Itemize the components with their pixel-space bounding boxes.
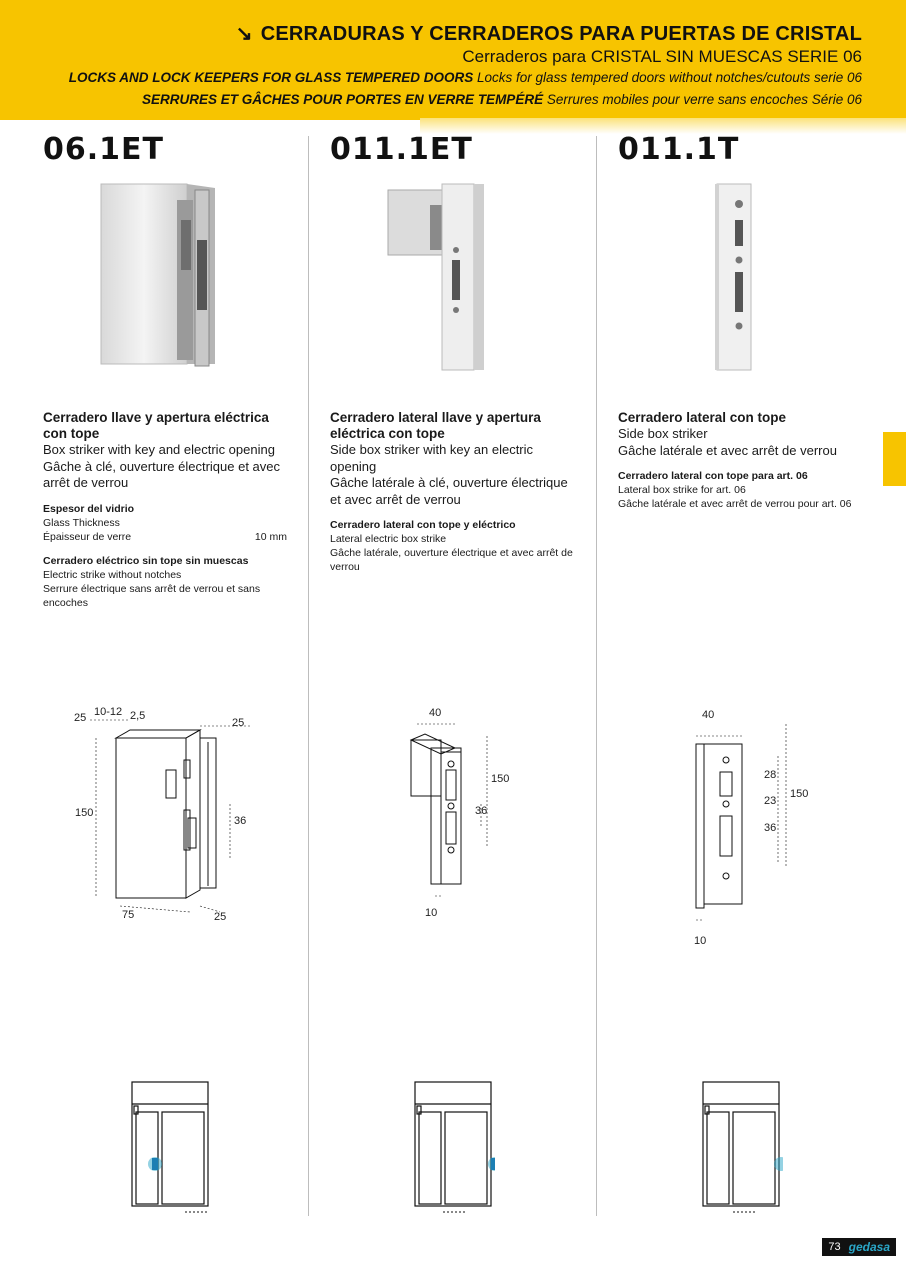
section-title: ↘ CERRADURAS Y CERRADEROS PARA PUERTAS DE CRISTAL [235,23,862,45]
section-title-fr: SERRURES ET GÂCHES POUR PORTES EN VERRE TEMPÉRÉ Serrures mobiles pour verre sans encoches Série 06 [142,92,862,107]
door-schematic [130,1078,212,1218]
dim-label: 2,5 [130,710,146,722]
dim-label: 28 [764,769,777,781]
note-en: Lateral electric box strike [330,533,447,545]
product-description [330,410,575,574]
product-photo-06-1et [95,180,235,370]
dim-label: 36 [475,805,488,817]
dim-label: 10-12 [94,706,123,718]
product-photo-011-1et [380,180,490,375]
column-divider [596,136,597,1216]
page-footer [822,1238,896,1256]
product-code: 011.1T [618,132,740,167]
section-subtitle: Cerraderos para CRISTAL SIN MUESCAS SERIE 06 [462,47,862,66]
product-code: 06.1ET [43,132,164,167]
note-fr: Gâche latérale, ouverture électrique et avec arrêt de verrou [330,547,573,573]
title-en: Box striker with key and electric opening [43,442,275,457]
dim-label: 25 [74,712,87,724]
product-description [618,410,868,511]
note-fr: Gâche latérale et avec arrêt de verrou pour art. 06 [618,498,852,510]
dim-label: 25 [232,717,245,729]
note-es: Cerradero lateral con tope y eléctrico [330,519,516,531]
section-title-en: LOCKS AND LOCK KEEPERS FOR GLASS TEMPERED DOORS Locks for glass tempered doors without notches/cutouts serie 06 [68,70,862,85]
dim-label: 10 [694,935,707,947]
title-es: Cerradero llave y apertura eléctrica con tope [43,410,269,441]
title-en: Side box striker [618,426,708,441]
dim-label: 150 [75,807,94,819]
product-photo-011-1t [705,180,765,375]
spec-row: Épaisseur de verre 10 mm [43,530,287,543]
page-header [0,0,906,120]
note-fr: Serrure électrique sans arrêt de verrou et sans encoches [43,582,261,609]
title-fr: Gâche latérale et avec arrêt de verrou [618,442,837,458]
note-es: Cerradero lateral con tope para art. 06 [618,470,808,482]
note-en: Lateral box strike for art. 06 [618,484,746,496]
title-fr: Gâche à clé, ouverture électrique et avec arrêt de verrou [43,458,281,490]
spec-label-en: Glass Thickness [43,516,120,529]
dimension-drawing-011-1et [395,700,535,925]
section-tab-marker [883,432,906,486]
page-number: 73 [828,1241,841,1253]
title-en: Side box striker with key an electric opening [330,442,534,474]
door-schematic [413,1078,495,1218]
dim-label: 25 [214,911,227,923]
dim-label: 36 [764,822,777,834]
dim-label: 23 [764,795,777,807]
dimension-drawing-06-1et [60,700,260,930]
dim-label: 10 [425,907,438,919]
dim-label: 40 [702,709,715,721]
note-es: Cerradero eléctrico sin tope sin muescas [43,554,249,567]
product-description [43,410,287,610]
brand-logo: gedasa [848,1240,890,1254]
dim-label: 40 [429,707,442,719]
title-es: Cerradero lateral llave y apertura eléctrica con tope [330,410,541,441]
title-fr: Gâche latérale à clé, ouverture électrique et avec arrêt de verrou [330,475,568,507]
dim-label: 150 [790,788,809,800]
note-en: Electric strike without notches [43,568,182,581]
column-divider [308,136,309,1216]
arrow-down-right-icon: ↘ [235,23,253,45]
spec-label-es: Espesor del vidrio [43,502,135,515]
dim-label: 75 [122,909,135,921]
door-schematic [701,1078,783,1218]
product-code: 011.1ET [330,132,473,167]
dim-label: 150 [491,773,510,785]
title-es: Cerradero lateral con tope [618,410,787,425]
dimension-drawing-011-1t [690,700,820,955]
spec-value: 10 mm [254,530,287,543]
dim-label: 36 [234,815,247,827]
